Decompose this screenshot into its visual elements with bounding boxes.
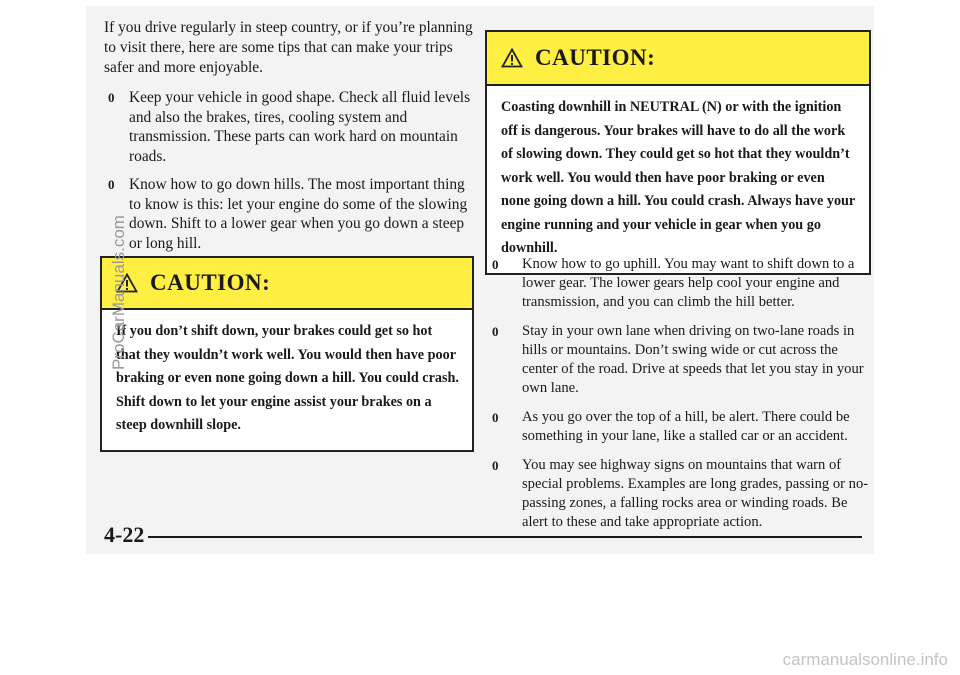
bullet-text: Stay in your own lane when driving on two-lane roads in hills or mountains. Don’t swing wide or cut across the center of the road. Drive at speeds that let you stay in your own lane. <box>522 323 864 396</box>
bottom-watermark: carmanualsonline.info <box>782 650 948 669</box>
left-bullet-list <box>104 88 476 253</box>
bullet-text: Keep your vehicle in good shape. Check all fluid levels and also the brakes, tires, cooling system and transmission. These parts can work hard on mountain roads. <box>129 89 471 165</box>
bullet-text: Know how to go uphill. You may want to shift down to a lower gear. The lower gears help cool your engine and transmission, and you can climb the hill better. <box>522 256 855 310</box>
caution-title: CAUTION: <box>150 270 271 295</box>
intro-paragraph: If you drive regularly in steep country, or if you’re planning to visit there, here are some tips that can make your trips safer and more enjoyable. <box>104 19 473 76</box>
bullet-icon: 0 <box>492 410 499 425</box>
caution-box-right <box>485 30 871 275</box>
list-item <box>484 456 874 532</box>
bullet-icon: 0 <box>492 257 499 272</box>
bullet-text: Know how to go down hills. The most important thing to know is this: let your engine do some of the slowing down. Shift to a lower gear when you go down a steep or long hill. <box>129 176 468 252</box>
caution-text: Coasting downhill in NEUTRAL (N) or with the ignition off is dangerous. Your brakes will have to do all the work of slowing down. They could get so hot that they wouldn’t work well. You would then have poor braking or even none going down a hill. You could crash. Always have your engine running and your vehicle in gear when you go downhill. <box>501 99 855 256</box>
left-column <box>104 18 476 262</box>
caution-header <box>487 32 869 86</box>
footer-divider <box>148 536 862 538</box>
page-number: 4-22 <box>104 522 145 547</box>
list-item <box>484 408 874 446</box>
list-item <box>104 175 476 253</box>
bullet-icon: 0 <box>108 90 115 105</box>
side-watermark: ProCarManuals.com <box>109 215 128 370</box>
list-item <box>104 88 476 166</box>
caution-header <box>102 258 472 310</box>
bullet-text: You may see highway signs on mountains that warn of special problems. Examples are long grades, passing or no-passing zones, a falling rocks area or winding roads. Be alert to these and take appropriate action. <box>522 457 869 530</box>
bullet-text: As you go over the top of a hill, be alert. There could be something in your lane, like a stalled car or an accident. <box>522 409 850 444</box>
warning-triangle-icon <box>501 48 523 68</box>
right-column <box>484 255 874 542</box>
bullet-icon: 0 <box>492 324 499 339</box>
caution-text: If you don’t shift down, your brakes could get so hot that they wouldn’t work well. You would then have poor braking or even none going down a hill. You could crash. Shift down to let your engine assist your brakes on a steep downhill slope. <box>116 323 459 433</box>
bullet-icon: 0 <box>492 458 499 473</box>
right-bullet-list <box>484 255 874 532</box>
list-item <box>484 255 874 312</box>
caution-box-left <box>100 256 474 452</box>
caution-title: CAUTION: <box>535 45 656 70</box>
list-item <box>484 322 874 398</box>
bullet-icon: 0 <box>108 177 115 192</box>
